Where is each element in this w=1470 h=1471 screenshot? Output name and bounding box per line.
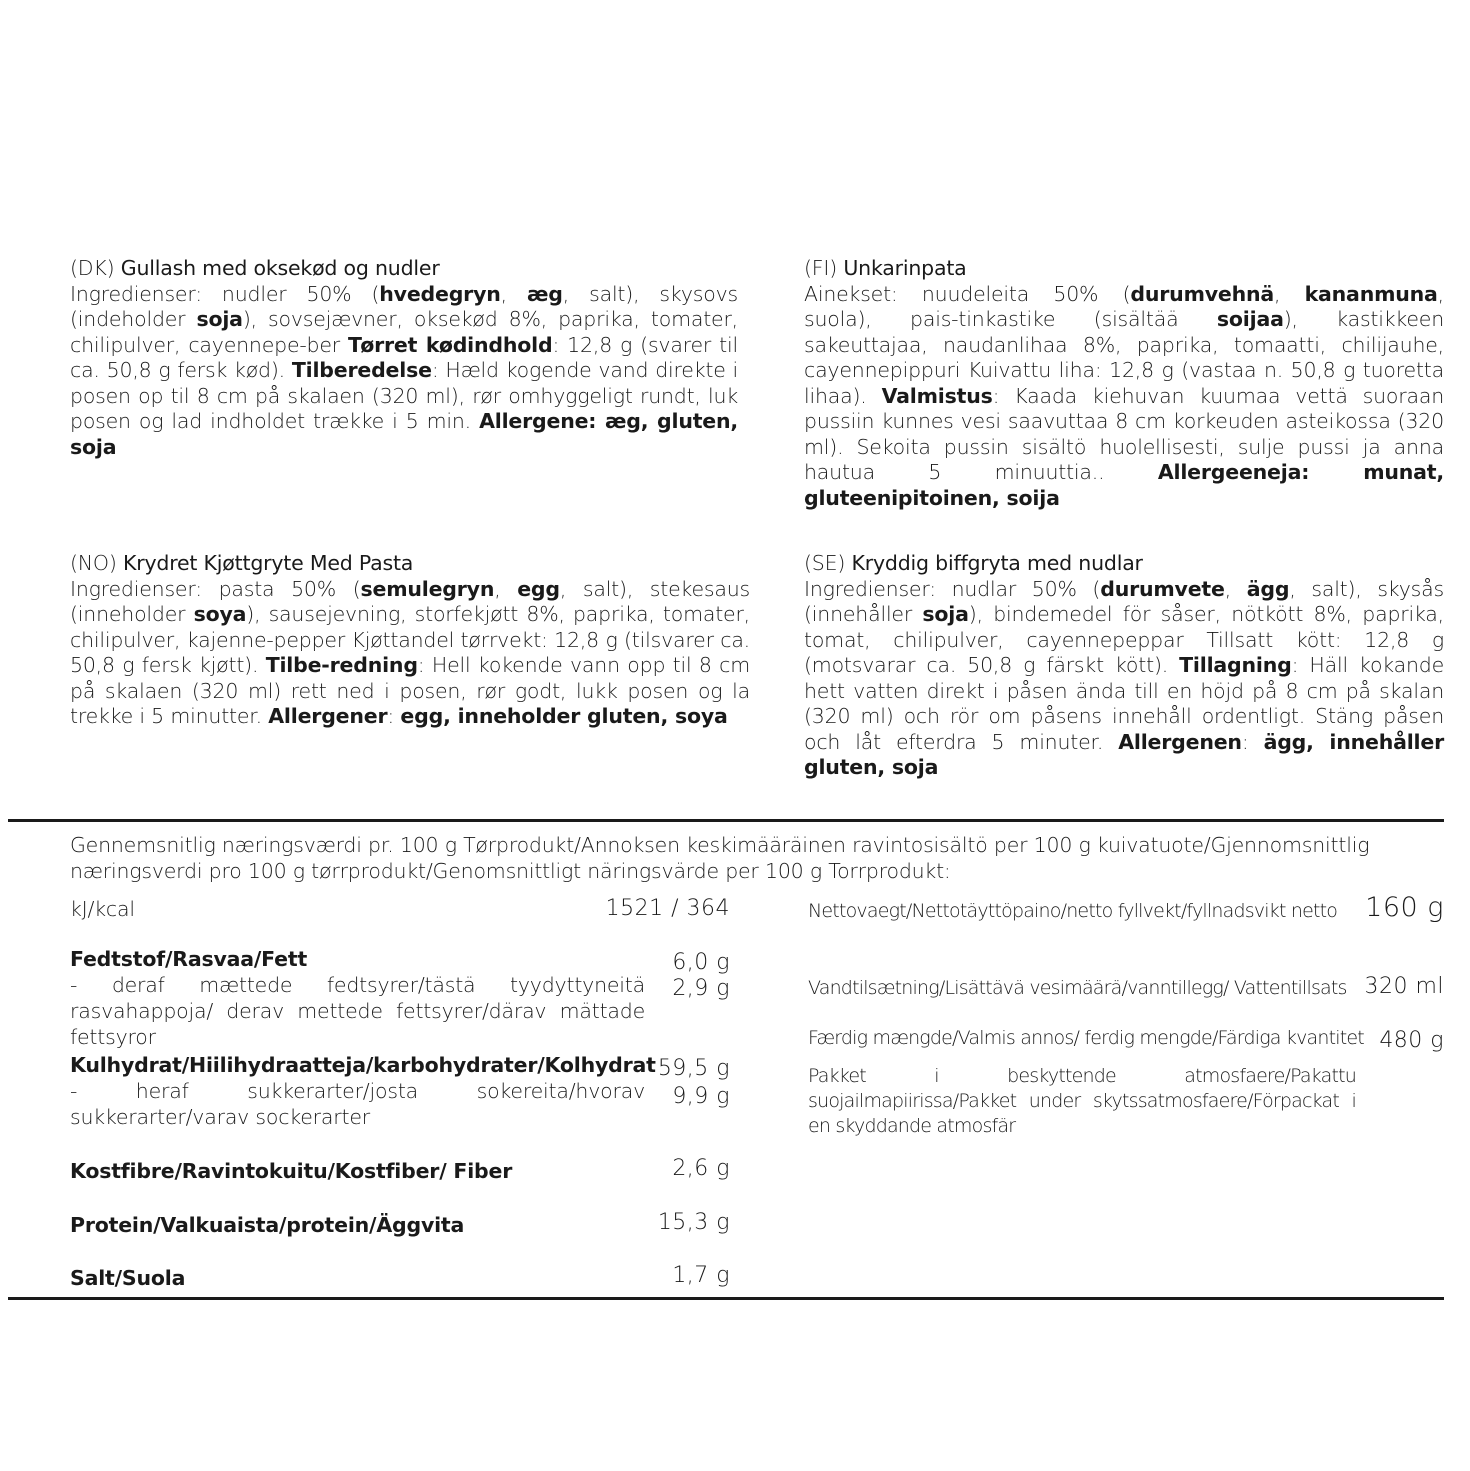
info-ready-amount <box>808 1026 1444 1051</box>
protein-value: 15,3 g <box>657 1210 730 1235</box>
net-weight-label: Nettovaegt/Nettotäyttöpaino/netto fyllvekt/fyllnadsvikt netto <box>808 900 1338 922</box>
energy-value: 1521 / 364 <box>605 896 730 921</box>
ready-amount-label: Færdig mængde/Valmis annos/ ferdig mengde/Färdiga kvantitet <box>808 1027 1364 1049</box>
fat-value: 6,0 g <box>672 950 730 975</box>
recipe-dk <box>70 256 738 460</box>
water-value: 320 ml <box>1364 974 1444 999</box>
recipe-se-title: (SE) Kryddig biffgryta med nudlar <box>804 551 1143 575</box>
energy-label: kJ/kcal <box>70 897 135 921</box>
recipe-se <box>804 551 1444 781</box>
salt-label: Salt/Suola <box>70 1266 186 1290</box>
sugar-label: - heraf sukkerarter/josta sokereita/hvorav sukkerarter/varav sockerarter <box>70 1079 645 1129</box>
saturated-fat-label: - deraf mættede fedtsyrer/tästä tyydyttyneitä rasvahappoja/ derav mettede fettsyrer/därav mättade fettsyror <box>70 973 645 1049</box>
recipe-dk-title: (DK) Gullash med oksekød og nudler <box>70 256 440 280</box>
recipe-dk-body: Ingredienser: nudler 50% (hvedegryn, æg, salt), skysovs (indeholder soja), sovsejævner, oksekød 8%, paprika, tomater, chilipulver, cayennepe-ber Tørret kødindhold: 12,8 g (svarer til ca. 50,8 g fersk kød). Tilberedelse: Hæld kogende vand direkte i posen op til 8 cm på skalaen (320 ml), rør omhyggeligt rundt, luk posen og lad indholdet trække i 5 min. Allergene: æg, gluten, soja <box>70 281 739 459</box>
divider-bottom <box>8 1297 1444 1300</box>
recipe-fi <box>804 256 1444 511</box>
info-water <box>808 976 1444 1001</box>
packaging-label: Pakket i beskyttende atmosfaere/Pakattu suojailmapiirissa/Pakket under skytssatmosfaere/Förpackat i en skyddande atmosfär <box>808 1065 1356 1137</box>
nutrition-row-energy <box>70 896 730 922</box>
carb-value: 59,5 g <box>657 1056 730 1081</box>
recipe-no-body: Ingredienser: pasta 50% (semulegryn, egg, salt), stekesaus (inneholder soya), sausejevning, storfekjøtt 8%, paprika, tomater, chilipulver, kajenne-pepper Kjøttandel tørrvekt: 12,8 g (tilsvarer ca. 50,8 g fersk kjøtt). Tilbe-redning: Hell kokende vann opp til 8 cm på skalaen (320 ml) rett ned i posen, rør godt, lukk posen og la trekke i 5 minutter. Allergener: egg, inneholder gluten, soya <box>70 576 750 728</box>
nutrition-heading: Gennemsnitlig næringsværdi pr. 100 g Tørprodukt/Annoksen keskimääräinen ravintosisältö per 100 g kuivatuote/Gjennomsnittlig næringsverdi pro 100 g tørrprodukt/Genomsnittligt näringsvärde per 100 g Torrprodukt: <box>70 833 1370 883</box>
recipe-fi-body: Ainekset: nuudeleita 50% (durumvehnä, kananmuna, suola), pais-tinkastike (sisältää soijaa), kastikkeen sakeuttajaa, naudanlihaa 8%, paprika, tomaatti, chilijauhe, cayennepippuri Kuivattu liha: 12,8 g (vastaa n. 50,8 g tuoretta lihaa). Valmistus: Kaada kiehuvan kuumaa vettä suoraan pussiin kunnes vesi saavuttaa 8 cm korkeuden asteikossa (320 ml). Sekoita pussin sisältö huolellisesti, sulje pussi ja anna hautua 5 minuuttia.. Allergeeneja: munat, gluteenipitoinen, soija <box>804 281 1444 510</box>
water-label: Vandtilsætning/Lisättävä vesimäärä/vanntillegg/ Vattentillsats <box>808 977 1347 999</box>
nutrition-row-fat <box>70 946 730 1050</box>
recipe-fi-title: (FI) Unkarinpata <box>804 256 967 280</box>
protein-label: Protein/Valkuaista/protein/Äggvita <box>70 1213 465 1237</box>
divider-top <box>8 819 1444 822</box>
info-net-weight <box>808 892 1444 924</box>
net-weight-value: 160 g <box>1365 892 1444 923</box>
recipe-no-title: (NO) Krydret Kjøttgryte Med Pasta <box>70 551 414 575</box>
ready-amount-value: 480 g <box>1379 1028 1444 1053</box>
fat-label: Fedtstof/Rasvaa/Fett <box>70 947 308 971</box>
info-packaging <box>808 1064 1356 1139</box>
nutrition-row-protein <box>70 1212 730 1238</box>
recipe-se-body: Ingredienser: nudlar 50% (durumvete, ägg, salt), skysås (innehåller soja), bindemedel för såser, nötkött 8%, paprika, tomat, chilipulver, cayennepeppar Tillsatt kött: 12,8 g (motsvarar ca. 50,8 g färskt kött). Tillagning: Häll kokande hett vatten direkt i påsen ända till en höjd på 8 cm på skalan (320 ml) och rör om påsens innehåll ordentligt. Stäng påsen och låt efterdra 5 minuter. Allergenen: ägg, innehåller gluten, soja <box>804 576 1444 779</box>
sugar-value: 9,9 g <box>672 1084 730 1109</box>
recipe-no <box>70 551 750 730</box>
nutrition-row-carbs <box>70 1052 730 1130</box>
saturated-fat-value: 2,9 g <box>672 976 730 1001</box>
carb-label: Kulhydrat/Hiilihydraatteja/karbohydrater/Kolhydrat <box>70 1053 656 1077</box>
fiber-value: 2,6 g <box>672 1156 730 1181</box>
nutrition-row-fiber <box>70 1158 730 1184</box>
nutrition-row-salt <box>70 1265 730 1291</box>
salt-value: 1,7 g <box>672 1263 730 1288</box>
fiber-label: Kostfibre/Ravintokuitu/Kostfiber/ Fiber <box>70 1159 513 1183</box>
